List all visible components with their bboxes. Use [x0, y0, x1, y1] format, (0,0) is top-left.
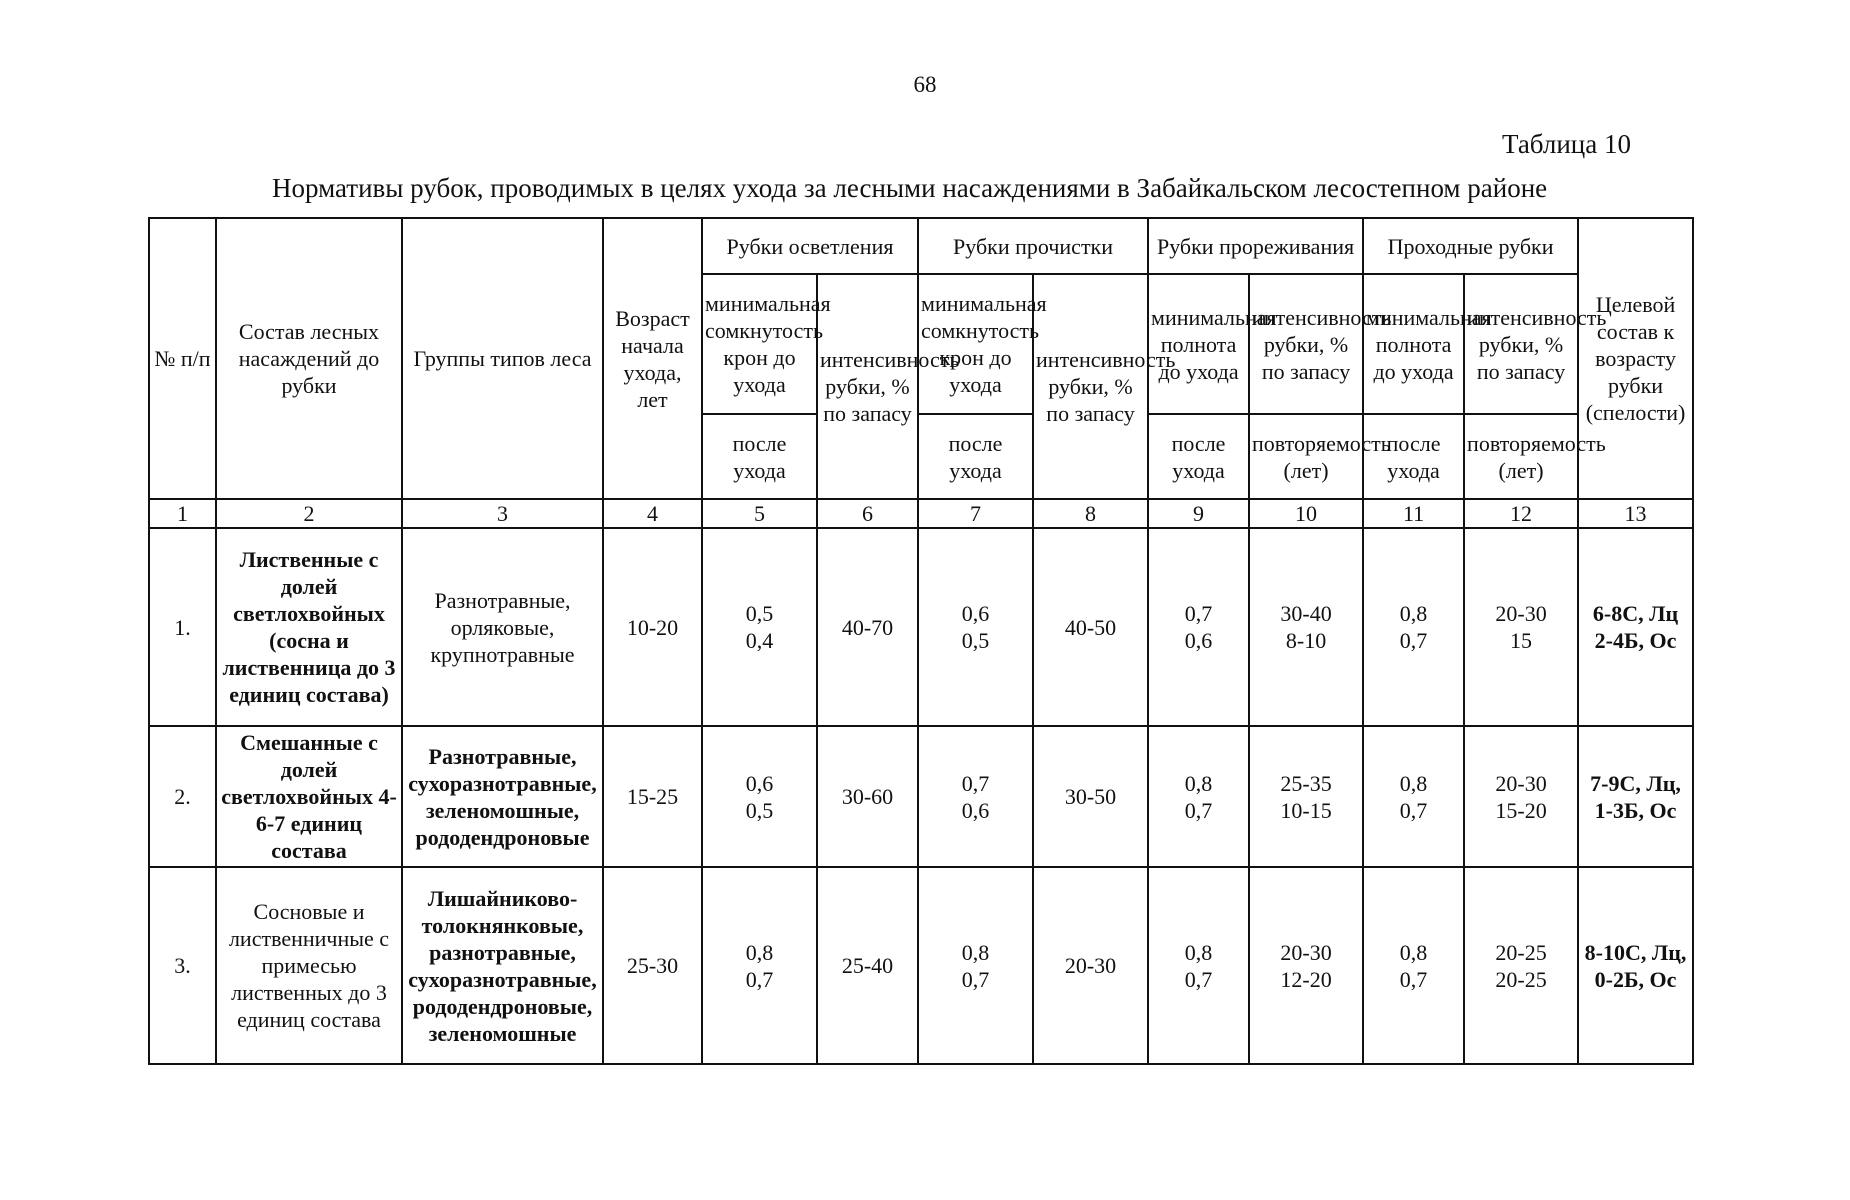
row-c7-before: 0,6: [961, 601, 990, 626]
row-c10: [1249, 726, 1363, 867]
column-number: 3: [402, 499, 603, 528]
column-number: 1: [149, 499, 216, 528]
row-c12: [1464, 528, 1578, 726]
row-c10-repeat: 12-20: [1280, 966, 1332, 992]
table-row: [149, 528, 1693, 726]
column-number-row: [149, 499, 1693, 528]
row-target: 6-8С, Лц 2-4Б, Ос: [1578, 528, 1693, 726]
header-row-groups: [149, 218, 1693, 274]
row-composition: Смешанные с долей светлохвойных 4-6-7 единиц состава: [216, 726, 402, 867]
row-c10-repeat: 8-10: [1285, 628, 1327, 653]
row-c11: [1363, 726, 1464, 867]
table-title: Нормативы рубок, проводимых в целях ухода за лесными насаждениями в Забайкальском лесостепном районе: [272, 173, 1548, 203]
column-number: 7: [918, 499, 1033, 528]
row-c7-after: 0,6: [961, 797, 990, 823]
row-start-age: 25-30: [603, 867, 702, 1064]
row-forest-groups: Разнотравные, сухоразнотравные, зеленомошные, рододендроновые: [402, 726, 603, 867]
row-forest-groups: Разнотравные, орляковые, крупнотравные: [402, 528, 603, 726]
header-c11-top: минимальная полнота до ухода: [1363, 274, 1464, 414]
row-c8: 40-50: [1033, 528, 1148, 726]
header-c5-bottom: после ухода: [702, 414, 817, 499]
header-c9-top: минимальная полнота до ухода: [1148, 274, 1249, 414]
row-composition: Сосновые и лиственничные с примесью лиственных до 3 единиц состава: [216, 867, 402, 1064]
row-c7-after: 0,7: [961, 966, 990, 992]
row-c8: 20-30: [1033, 867, 1148, 1064]
row-c9-before: 0,8: [1184, 770, 1213, 796]
header-c11-bottom: после ухода: [1363, 414, 1464, 499]
row-c11-before: 0,8: [1399, 770, 1428, 796]
header-c5-top: минимальная сомкнутость крон до ухода: [702, 274, 817, 414]
row-c6: 40-70: [817, 528, 918, 726]
row-c11: [1363, 867, 1464, 1064]
column-number: 13: [1578, 499, 1693, 528]
row-num: 1.: [149, 528, 216, 726]
row-c5-after: 0,7: [745, 966, 774, 992]
column-number: 10: [1249, 499, 1363, 528]
header-c6: интенсивность рубки, % по запасу: [817, 274, 918, 499]
header-group-thinning: Рубки прореживания: [1148, 218, 1363, 274]
row-c5-after: 0,4: [745, 628, 774, 653]
row-c7: [918, 528, 1033, 726]
row-c11-after: 0,7: [1399, 797, 1428, 823]
row-c10-repeat: 10-15: [1280, 797, 1332, 823]
row-c12-intensity: 20-25: [1495, 939, 1547, 965]
header-c8: интенсивность рубки, % по запасу: [1033, 274, 1148, 499]
column-number: 2: [216, 499, 402, 528]
row-c9-before: 0,7: [1184, 601, 1213, 626]
row-c9-after: 0,7: [1184, 797, 1213, 823]
row-composition: Лиственные с долей светлохвойных (сосна и лиственница до 3 единиц состава): [216, 528, 402, 726]
header-num: № п/п: [149, 218, 216, 499]
row-c10-intensity: 20-30: [1280, 939, 1332, 965]
row-c12-repeat: 20-25: [1495, 966, 1547, 992]
row-c9-after: 0,6: [1184, 628, 1213, 653]
row-c9: [1148, 726, 1249, 867]
row-num: 2.: [149, 726, 216, 867]
row-c11-after: 0,7: [1399, 628, 1428, 653]
row-c5: [702, 528, 817, 726]
row-num: 3.: [149, 867, 216, 1064]
row-c12-intensity: 20-30: [1495, 770, 1547, 796]
row-c8: 30-50: [1033, 726, 1148, 867]
row-c5: [702, 726, 817, 867]
column-number: 12: [1464, 499, 1578, 528]
column-number: 8: [1033, 499, 1148, 528]
row-c9: [1148, 528, 1249, 726]
header-c10-bottom: повторяемость (лет): [1249, 414, 1363, 499]
row-start-age: 10-20: [603, 528, 702, 726]
table-caption: Таблица 10: [1502, 129, 1631, 159]
table-row: [149, 867, 1693, 1064]
row-c9: [1148, 867, 1249, 1064]
row-c12: [1464, 726, 1578, 867]
column-number: 9: [1148, 499, 1249, 528]
row-c5-before: 0,5: [745, 601, 774, 626]
row-c7: [918, 726, 1033, 867]
row-c9-before: 0,8: [1184, 939, 1213, 965]
row-forest-groups: Лишайниково-толокнянковые, разнотравные, сухоразнотравные, рододендроновые, зеленомошные: [402, 867, 603, 1064]
row-target: 7-9С, Лц, 1-3Б, Ос: [1578, 726, 1693, 867]
row-start-age: 15-25: [603, 726, 702, 867]
header-target: Целевой состав к возрасту рубки (спелости): [1578, 218, 1693, 499]
header-composition: Состав лесных насаждений до рубки: [216, 218, 402, 499]
row-c7: [918, 867, 1033, 1064]
header-group-clearing: Рубки осветления: [702, 218, 918, 274]
row-c5-before: 0,8: [745, 939, 774, 965]
norms-table: [148, 217, 1694, 1065]
table-row: [149, 726, 1693, 867]
column-number: 6: [817, 499, 918, 528]
header-start-age: Возраст начала ухода, лет: [603, 218, 702, 499]
header-c12-bottom: повторяемость (лет): [1464, 414, 1578, 499]
header-c9-bottom: после ухода: [1148, 414, 1249, 499]
row-c12-repeat: 15: [1510, 628, 1533, 653]
row-c10-intensity: 25-35: [1280, 770, 1332, 796]
row-c7-before: 0,7: [961, 770, 990, 796]
page-number: 68: [913, 72, 937, 97]
header-c10-top: интенсивность рубки, % по запасу: [1249, 274, 1363, 414]
row-c6: 25-40: [817, 867, 918, 1064]
row-c12: [1464, 867, 1578, 1064]
row-c9-after: 0,7: [1184, 966, 1213, 992]
row-c7-after: 0,5: [961, 628, 990, 653]
row-c5-before: 0,6: [745, 770, 774, 796]
row-c10: [1249, 867, 1363, 1064]
row-c6: 30-60: [817, 726, 918, 867]
header-c12-top: интенсивность рубки, % по запасу: [1464, 274, 1578, 414]
row-c5: [702, 867, 817, 1064]
header-c7-top: минимальная сомкнутость крон до ухода: [918, 274, 1033, 414]
row-c11-after: 0,7: [1399, 966, 1428, 992]
row-c11: [1363, 528, 1464, 726]
row-c12-intensity: 20-30: [1495, 601, 1547, 626]
header-group-cleaning: Рубки прочистки: [918, 218, 1148, 274]
column-number: 5: [702, 499, 817, 528]
row-c10-intensity: 30-40: [1280, 601, 1332, 626]
header-forest-groups: Группы типов леса: [402, 218, 603, 499]
header-group-passage: Проходные рубки: [1363, 218, 1578, 274]
column-number: 11: [1363, 499, 1464, 528]
row-c12-repeat: 15-20: [1495, 797, 1547, 823]
header-c7-bottom: после ухода: [918, 414, 1033, 499]
column-number: 4: [603, 499, 702, 528]
row-c10: [1249, 528, 1363, 726]
row-target: 8-10С, Лц, 0-2Б, Ос: [1578, 867, 1693, 1064]
row-c11-before: 0,8: [1399, 601, 1428, 626]
row-c5-after: 0,5: [745, 797, 774, 823]
row-c7-before: 0,8: [961, 939, 990, 965]
row-c11-before: 0,8: [1399, 939, 1428, 965]
